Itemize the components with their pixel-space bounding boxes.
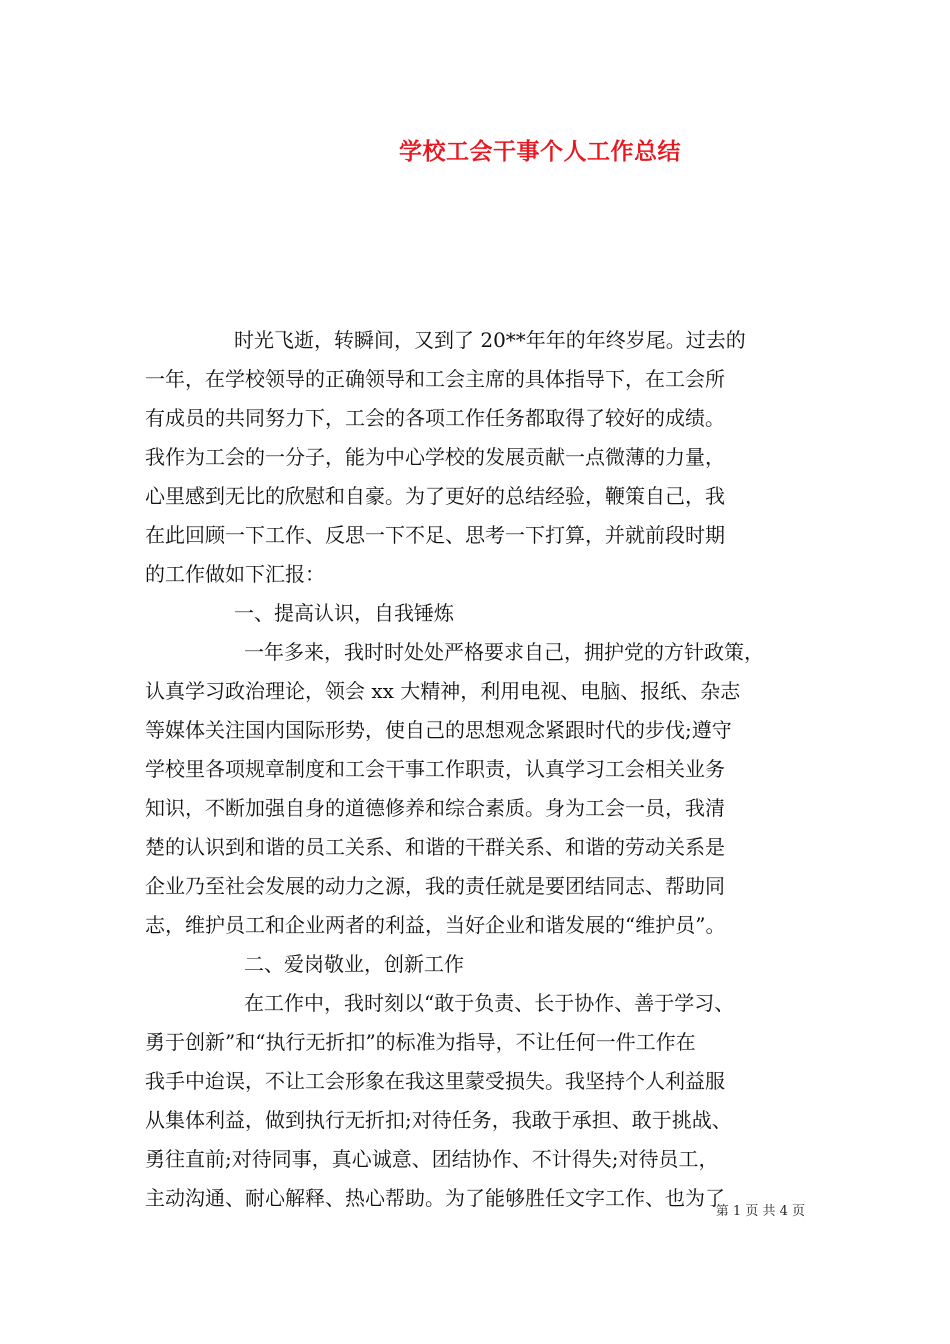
page-number: 第 1 页 共 4 页 bbox=[715, 1204, 805, 1219]
body-line: 我手中迨误，不让工会形象在我这里蒙受损失。我坚持个人利益服 bbox=[145, 1069, 725, 1093]
body-line: 时光飞逝，转瞬间，又到了 20**年年的年终岁尾。过去的 bbox=[234, 328, 746, 352]
body-line: 心里感到无比的欣慰和自豪。为了更好的总结经验，鞭策自己，我 bbox=[145, 484, 725, 508]
body-line: 认真学习政治理论，领会 xx 大精神，利用电视、电脑、报纸、杂志 bbox=[145, 679, 741, 703]
body-line: 的工作做如下汇报： bbox=[145, 562, 325, 586]
section-heading: 一、提高认识，自我锤炼 bbox=[234, 601, 454, 625]
body-line: 我作为工会的一分子，能为中心学校的发展贡献一点微薄的力量， bbox=[145, 445, 725, 469]
body-line: 一年，在学校领导的正确领导和工会主席的具体指导下，在工会所 bbox=[145, 367, 725, 391]
body-line: 勇往直前;对待同事，真心诚意、团结协作、不计得失;对待员工， bbox=[145, 1147, 719, 1171]
body-line: 在工作中，我时刻以“敢于负责、长于协作、善于学习、 bbox=[244, 991, 735, 1015]
body-line: 勇于创新”和“执行无折扣”的标准为指导，不让任何一件工作在 bbox=[145, 1030, 696, 1054]
body-line: 楚的认识到和谐的员工关系、和谐的干群关系、和谐的劳动关系是 bbox=[145, 835, 725, 859]
body-line: 知识，不断加强自身的道德修养和综合素质。身为工会一员，我清 bbox=[145, 796, 725, 820]
body-line: 志，维护员工和企业两者的利益，当好企业和谐发展的“维护员”。 bbox=[145, 913, 726, 937]
body-line: 主动沟通、耐心解释、热心帮助。为了能够胜任文字工作、也为了 bbox=[145, 1186, 725, 1210]
body-line: 从集体利益，做到执行无折扣;对待任务，我敢于承担、敢于挑战、 bbox=[145, 1108, 732, 1132]
body-line: 学校里各项规章制度和工会干事工作职责，认真学习工会相关业务 bbox=[145, 757, 725, 781]
body-line: 企业乃至社会发展的动力之源，我的责任就是要团结同志、帮助同 bbox=[145, 874, 725, 898]
body-line: 等媒体关注国内国际形势，使自己的思想观念紧跟时代的步伐;遵守 bbox=[145, 718, 732, 742]
body-line: 在此回顾一下工作、反思一下不足、思考一下打算，并就前段时期 bbox=[145, 523, 725, 547]
body-line: 有成员的共同努力下，工会的各项工作任务都取得了较好的成绩。 bbox=[145, 406, 725, 430]
document-title: 学校工会干事个人工作总结 bbox=[399, 138, 681, 165]
body-line: 一年多来，我时时处处严格要求自己，拥护党的方针政策， bbox=[244, 640, 764, 664]
section-heading: 二、爱岗敬业，创新工作 bbox=[244, 952, 464, 976]
